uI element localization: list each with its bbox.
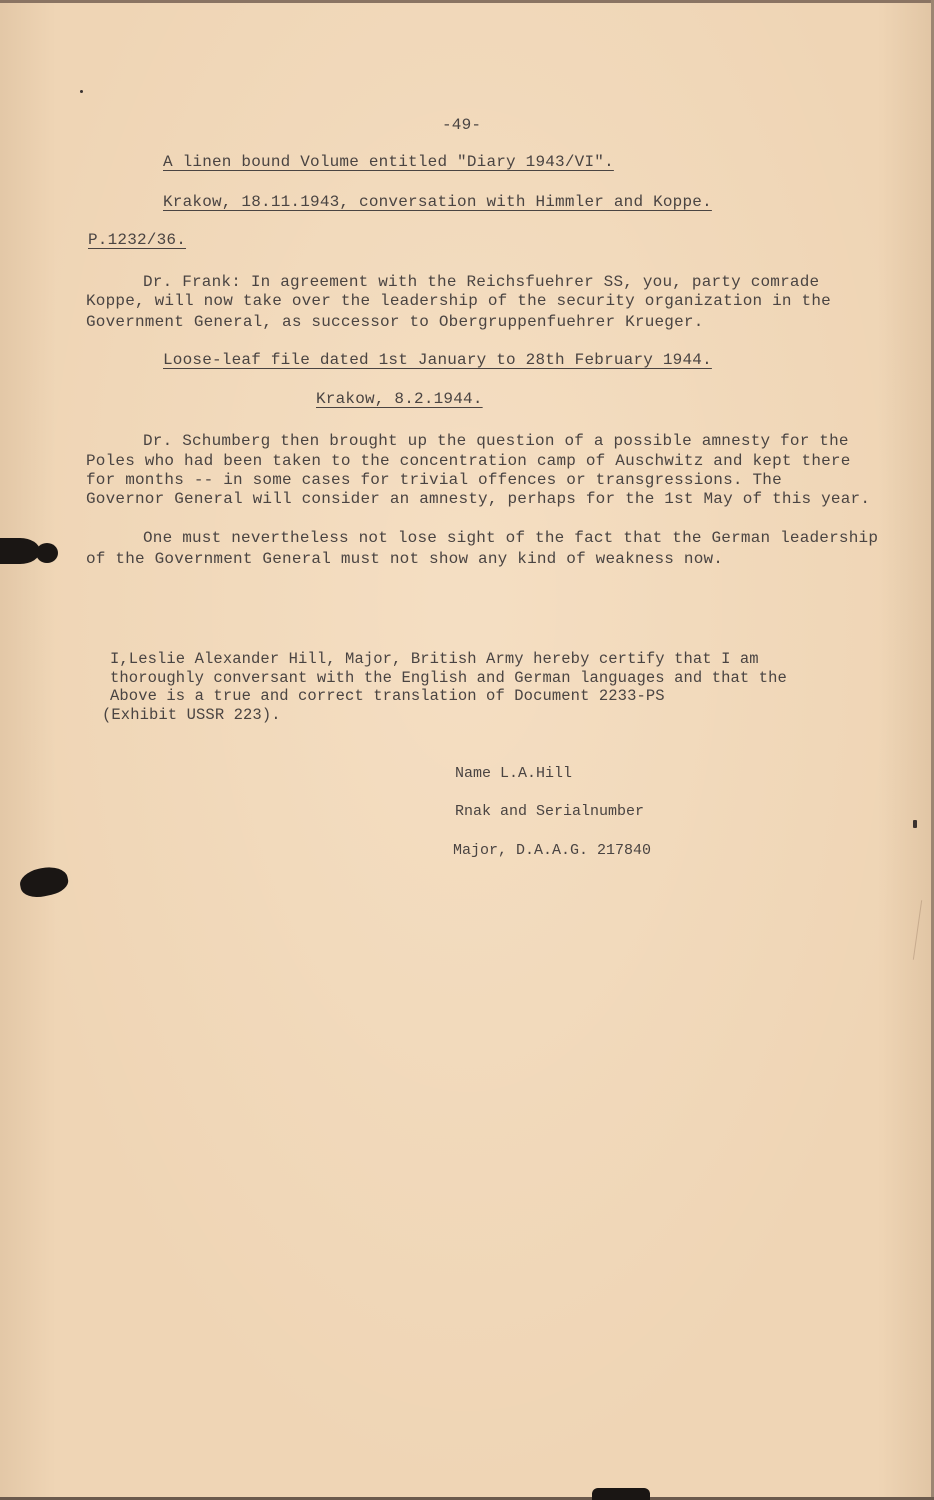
paragraph-2-line-2: Poles who had been taken to the concentration camp of Auschwitz and kept there: [86, 452, 851, 470]
certification-line-2: thoroughly conversant with the English and German languages and that the: [110, 669, 787, 687]
certification-line-4: (Exhibit USSR 223).: [102, 706, 281, 724]
signature-name: Name L.A.Hill: [455, 765, 573, 782]
paragraph-3-line-1: One must nevertheless not lose sight of the fact that the German leadership: [143, 529, 879, 547]
certification-line-3: Above is a true and correct translation of Document 2233-PS: [110, 687, 665, 705]
paragraph-2-line-4: Governor General will consider an amnesty, perhaps for the 1st May of this year.: [86, 490, 871, 508]
paragraph-2-line-3: for months -- in some cases for trivial offences or transgressions. The: [86, 471, 782, 489]
punch-hole-top-tip: [36, 543, 58, 563]
paragraph-3-line-2: of the Government General must not show any kind of weakness now.: [86, 550, 724, 568]
file-heading: Loose-leaf file dated 1st January to 28th February 1944.: [163, 351, 712, 369]
punch-hole-bottom: [18, 863, 71, 900]
paragraph-2-line-1: Dr. Schumberg then brought up the question of a possible amnesty for the: [143, 432, 849, 450]
signature-rank-label: Rnak and Serialnumber: [455, 803, 645, 820]
volume-heading: A linen bound Volume entitled "Diary 1943/VI".: [163, 153, 614, 171]
punch-hole-top: [0, 538, 40, 564]
signature-rank-value: Major, D.A.A.G. 217840: [453, 842, 652, 859]
ink-speck-right: [913, 820, 917, 828]
page-edge-top: [0, 0, 934, 3]
fold-line-right: [913, 900, 922, 960]
bottom-edge-mark: [592, 1488, 650, 1500]
date-heading: Krakow, 8.2.1944.: [316, 390, 483, 408]
paragraph-1-line-2: Koppe, will now take over the leadership of the security organization in the: [86, 292, 831, 310]
page-number: -49-: [442, 116, 482, 134]
ink-speck: [80, 90, 83, 93]
page-reference: P.1232/36.: [88, 231, 187, 249]
paragraph-1-line-1: Dr. Frank: In agreement with the Reichsfuehrer SS, you, party comrade: [143, 273, 820, 291]
certification-line-1: I,Leslie Alexander Hill, Major, British Army hereby certify that I am: [110, 650, 759, 668]
paragraph-1-line-3: Government General, as successor to Obergruppenfuehrer Krueger.: [86, 313, 704, 331]
conversation-heading: Krakow, 18.11.1943, conversation with Himmler and Koppe.: [163, 193, 712, 211]
